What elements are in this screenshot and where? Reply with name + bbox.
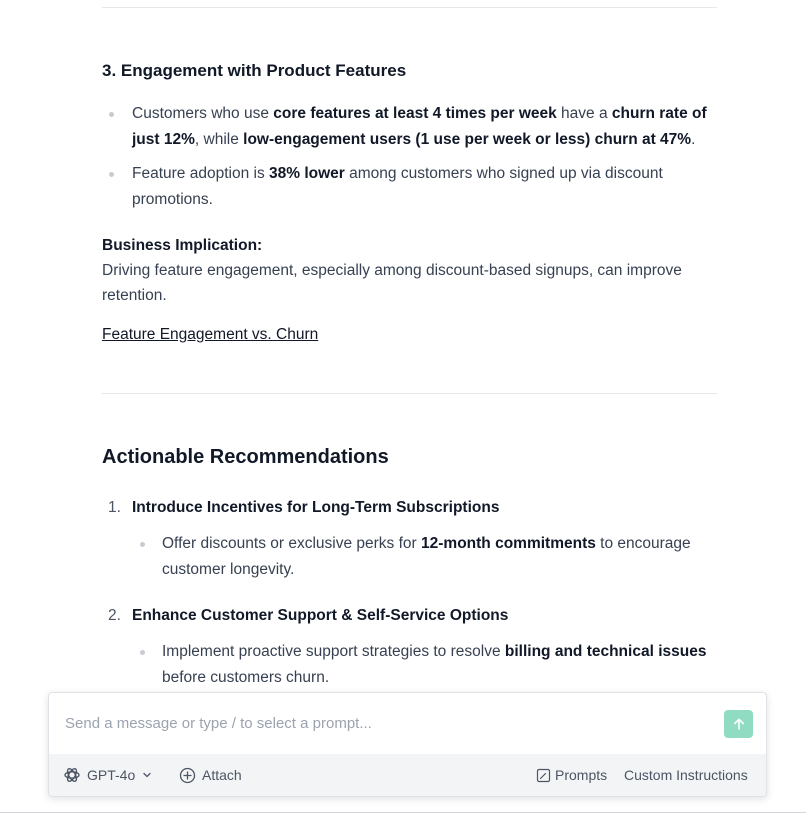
list-item: Customers who use core features at least 4 times per week have a churn rate of just 12%, while low-engagement users (1 use per week or less) churn at 47%. [102,101,717,153]
plus-circle-icon [179,767,196,784]
list-item: Offer discounts or exclusive perks for 12-month commitments to encourage customer longevity. [132,531,717,583]
list-item: Implement proactive support strategies to resolve billing and technical issues before customers churn. [132,639,717,691]
feature-engagement-link[interactable]: Feature Engagement vs. Churn [102,326,319,343]
prompts-button[interactable] [536,754,607,796]
section-heading: 3. Engagement with Product Features [102,61,407,80]
openai-logo-icon [63,766,81,784]
bullet-dot [109,172,114,177]
attach-button[interactable] [179,754,242,796]
custom-instructions-label: Custom Instructions [624,767,748,783]
recommendations-heading: Actionable Recommendations [102,446,389,468]
chevron-down-icon [141,769,153,781]
message-composer [48,692,767,797]
bullet-dot [140,650,145,655]
bullet-list [102,101,717,221]
prompt-icon [536,768,551,783]
send-button[interactable] [724,710,753,738]
recommendation-title: Introduce Incentives for Long-Term Subscriptions [132,499,500,516]
bullet-dot [140,542,145,547]
divider [102,393,717,394]
custom-instructions-button[interactable] [624,754,748,796]
arrow-up-icon [732,717,746,731]
composer-toolbar [49,754,766,796]
model-selector[interactable] [63,754,153,796]
prompts-label: Prompts [555,767,608,783]
recommendation-title: Enhance Customer Support & Self-Service Options [132,607,509,624]
attach-label: Attach [202,767,242,783]
list-item: Feature adoption is 38% lower among customers who signed up via discount promotions. [102,161,717,213]
chat-page: 3. Engagement with Product Features Customers who use core features at least 4 times per week have a churn rate of just 12%, while low-engagement users (1 use per week or less) churn at 47%. Feature adoption is 38% lower among customers who signed up via discount promotions. Business Implication: Driving feature engagement, especially among discount-based signups, can improve retention. Feature Engagement vs. Churn Actionable Recommendations 1. Introduce Incentives for Long-Term Subscriptions Offer discounts or exclusive perks for 12-month commitments to encourage customer longevity. 2. Enhance Customer Support & Self-Service Options Implement proactive support strategies to resolve billing and technical issues before customers churn. Send a message or type / to select a prompt... GPT-4o Attach Prompts Custom Instructions [0,0,806,813]
divider [102,7,717,8]
model-label: GPT-4o [87,767,136,783]
message-input[interactable] [49,693,709,753]
bullet-dot [109,112,114,117]
business-implication: Business Implication: Driving feature engagement, especially among discount-based signups, can improve retention. [102,237,682,304]
